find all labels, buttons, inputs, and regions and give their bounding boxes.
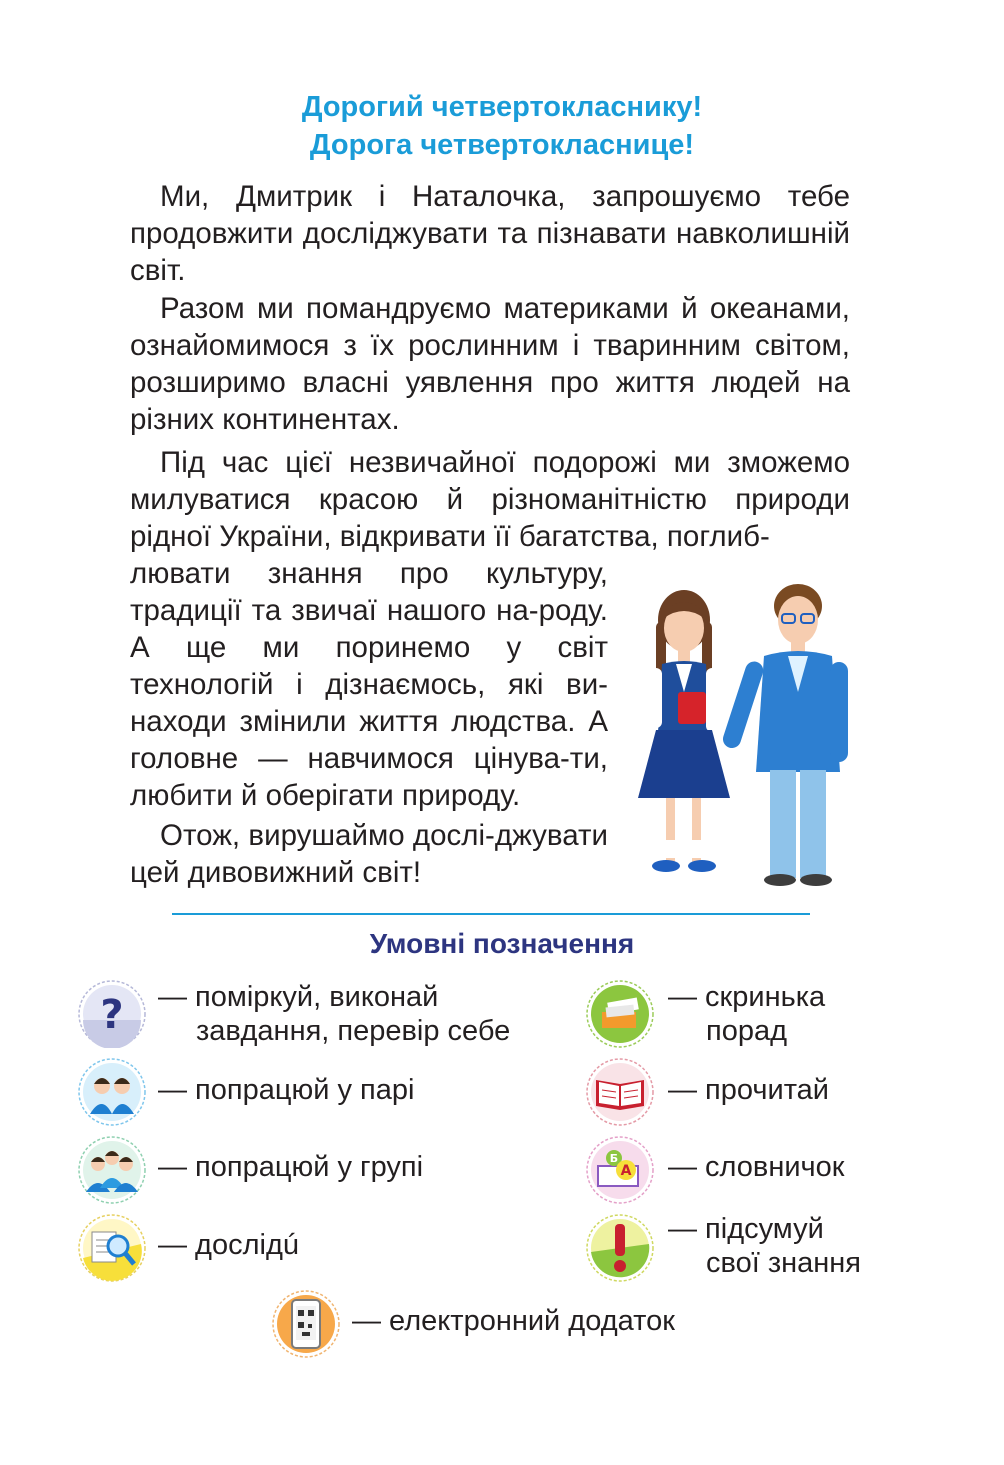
qr-phone-icon: [272, 1290, 340, 1358]
legend-title: Умовні позначення: [369, 928, 635, 959]
book-icon: [586, 1058, 654, 1126]
greeting-title: [0, 88, 1004, 164]
paragraph-travel: Разом ми помандруємо материками й океанами, ознайомимося з їх рослинним і тваринним світом, розширимо власні уявлення про життя людей на різних континентах.: [130, 292, 850, 436]
legend-label-e-supplement: — електронний додаток: [352, 1305, 675, 1337]
girl-figure: [638, 590, 730, 872]
question-icon: [78, 980, 146, 1048]
magnifier-icon: [78, 1214, 146, 1282]
svg-text:А: А: [620, 1163, 632, 1179]
paragraph-journey-bottom: лювати знання про культуру, традиції та звичаї нашого на-роду. А ще ми поринемо у світ технологій і дізнаємось, які ви-находи змінили життя людства. А головне — навчимося цінува-ти, любити й оберігати природу.: [130, 557, 608, 812]
boy-figure: [721, 584, 848, 886]
paragraph-journey-top: Під час цієї незвичайної подорожі ми зможемо милуватися красою й різноманітністю природи рідної України, відкривати її багатства, поглиб-: [130, 446, 850, 553]
legend-label-think: — поміркуй, виконай завдання, перевір себе: [158, 981, 511, 1047]
legend-label-tips: — скринька порад: [668, 981, 826, 1047]
legend-label-group: — попрацюй у групі: [158, 1151, 424, 1183]
dictionary-icon: [586, 1136, 654, 1204]
legend-label-dictionary: — словничок: [668, 1151, 845, 1183]
paragraph-invitation: Ми, Дмитрик і Наталочка, запрошуємо тебе продовжити досліджувати та пізнавати навколишній світ.: [130, 180, 850, 287]
section-divider: [172, 913, 810, 915]
svg-text:Б: Б: [609, 1152, 619, 1165]
legend-label-summarize: — підсумуй свої знання: [668, 1213, 861, 1279]
greeting-line-1: Дорогий четвертокласнику!: [301, 91, 703, 123]
group-icon: [78, 1136, 146, 1204]
legend-label-pair: — попрацюй у парі: [158, 1074, 415, 1106]
legend-label-read: — прочитай: [668, 1074, 829, 1106]
tips-box-icon: [586, 980, 654, 1048]
legend-label-research: — дослідú: [158, 1229, 300, 1261]
paragraph-closing: Отож, вирушаймо дослі-джувати цей дивовижний світ!: [130, 819, 608, 889]
svg-text:?: ?: [100, 992, 124, 1038]
pair-icon: [78, 1058, 146, 1126]
exclamation-icon: [586, 1214, 654, 1282]
children-illustration: [626, 572, 852, 890]
greeting-line-2: Дорога четвертокласнице!: [309, 129, 695, 161]
